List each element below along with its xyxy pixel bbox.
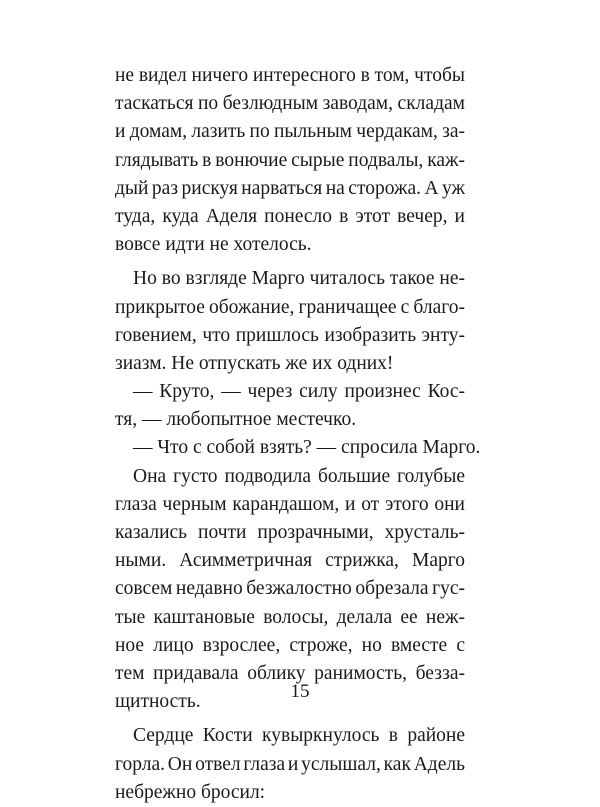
text-line: Она густо подводила большие голубые (133, 465, 465, 487)
page-number: 15 (290, 681, 310, 702)
text-line: небрежно бросил: (115, 781, 266, 803)
text-line: говением, что пришлось изобразить энту- (115, 324, 465, 346)
text-line: горла. Он отвел глаза и услышал, как Адель (115, 753, 465, 775)
text-line: Сердце Кости кувыркнулось в районе (133, 725, 465, 747)
text-line: дый раз рискуя нарваться на сторожа. А уж (115, 177, 465, 199)
text-line: совсем недавно безжалостно обрезала гус- (115, 578, 465, 600)
text-line: не видел ничего интересного в том, чтобы (115, 65, 465, 86)
text-line: тя, — любопытное местечко. (115, 409, 357, 431)
text-line: Но во взгляде Марго читалось такое не- (133, 268, 465, 290)
text-line: — Что с собой взять? — спросила Марго. (133, 437, 481, 459)
text-line: зиазм. Не отпускать же их одних! (115, 352, 394, 374)
text-line: тем придавала облику ранимость, безза- (115, 662, 465, 684)
text-line: прикрытое обожание, граничащее с благо- (115, 296, 465, 318)
text-line: казались почти прозрачными, хрусталь- (115, 522, 465, 543)
text-line: тые каштановые волосы, делала ее неж- (115, 606, 465, 628)
text-line: туда, куда Аделя понесло в этот вечер, и (115, 205, 465, 227)
text-line: глядывать в вонючие сырые подвалы, каж- (115, 149, 465, 171)
text-line: ное лицо взрослее, строже, но вместе с (115, 634, 465, 656)
text-line: щитность. (115, 691, 201, 713)
text-line: — Круто, — через силу произнес Кос- (133, 381, 465, 403)
text-line: глаза черным карандашом, и от этого они (115, 493, 465, 515)
text-line: ными. Асимметричная стрижка, Марго (115, 550, 465, 572)
text-line: вовсе идти не хотелось. (115, 234, 312, 256)
text-line: таскаться по безлюдным заводам, складам (115, 93, 465, 115)
text-line: и домам, лазить по пыльным чердакам, за- (115, 121, 465, 143)
